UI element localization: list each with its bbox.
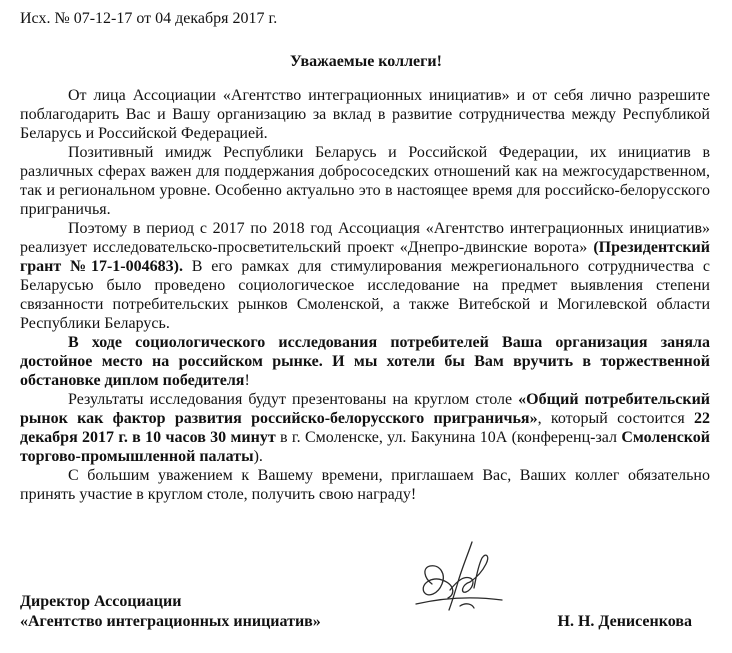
paragraph-4 xyxy=(20,333,710,390)
signatory-title xyxy=(20,592,321,632)
signatory-name: Н. Н. Денисенкова xyxy=(557,613,692,630)
paragraph-1 xyxy=(20,86,710,143)
paragraph-2 xyxy=(20,143,710,219)
round-table-title: «Общий потребительский рынок как фактор развития российско-белорусского приграничья» xyxy=(20,391,711,427)
paragraph-1-text: От лица Ассоциации «Агентство интеграционных инициатив» и от себя лично разрешите поблагодарить Вас и Вашу организацию за вклад в развитие сотрудничества между Республикой Беларусь и Российской Федерацией. xyxy=(20,87,710,142)
event-datetime: 22 декабря 2017 г. в 10 часов 30 минут xyxy=(20,410,710,446)
paragraph-3 xyxy=(20,219,710,333)
salutation: Уважаемые коллеги! xyxy=(290,53,442,70)
paragraph-5-text-c: в г. Смоленске, ул. Бакунина 10А (конференц-зал xyxy=(275,429,622,446)
paragraph-5-text-b: , который состоится xyxy=(537,410,694,427)
signatory-title-line-1: Директор Ассоциации xyxy=(20,593,182,610)
paragraph-2-text: Позитивный имидж Республики Беларусь и Российской Федерации, их инициатив в различных сферах важен для поддержания добрососедских отношений как на межгосударственном, так и региональном уровне. Особенно актуально это в настоящее время для российско-белорусского приграничья. xyxy=(20,144,710,218)
signatory-title-line-2: «Агентство интеграционных инициатив» xyxy=(20,613,321,630)
paragraph-5-text-d: ). xyxy=(253,448,263,465)
handwritten-signature xyxy=(402,532,522,622)
paragraph-3-text-a: Поэтому в период с 2017 по 2018 год Ассоциация «Агентство интеграционных инициатив» реализует исследовательско-просветительский проект «Днепро-двинские ворота» xyxy=(20,220,710,256)
event-venue: Смоленской торгово-промышленной палаты xyxy=(20,429,711,465)
paragraph-5 xyxy=(20,390,710,466)
paragraph-6 xyxy=(20,466,710,504)
outgoing-reference: Исх. № 07-12-17 от 04 декабря 2017 г. xyxy=(20,10,278,27)
letter-body xyxy=(20,86,710,504)
paragraph-5-text-a: Результаты исследования будут презентованы на круглом столе xyxy=(68,391,519,408)
paragraph-6-text: С большим уважением к Вашему времени, приглашаем Вас, Ваших коллег обязательно принять участие в круглом столе, получить свою награду! xyxy=(20,467,710,503)
paragraph-4-end: ! xyxy=(244,372,250,389)
grant-number: (Президентский грант №17-1-004683). xyxy=(20,239,710,275)
paragraph-3-text-b: В его рамках для стимулирования межрегионального сотрудничества с Беларусью было проведено социологическое исследование на предмет выявления степени связанности потребительских рынков Смоленской, а также Витебской и Могилевской области Республики Беларусь. xyxy=(20,258,710,332)
award-announcement: В ходе социологического исследования потребителей Ваша организация заняла достойное место на российском рынке. И мы хотели бы Вам вручить в торжественной обстановке диплом победителя xyxy=(20,334,710,389)
